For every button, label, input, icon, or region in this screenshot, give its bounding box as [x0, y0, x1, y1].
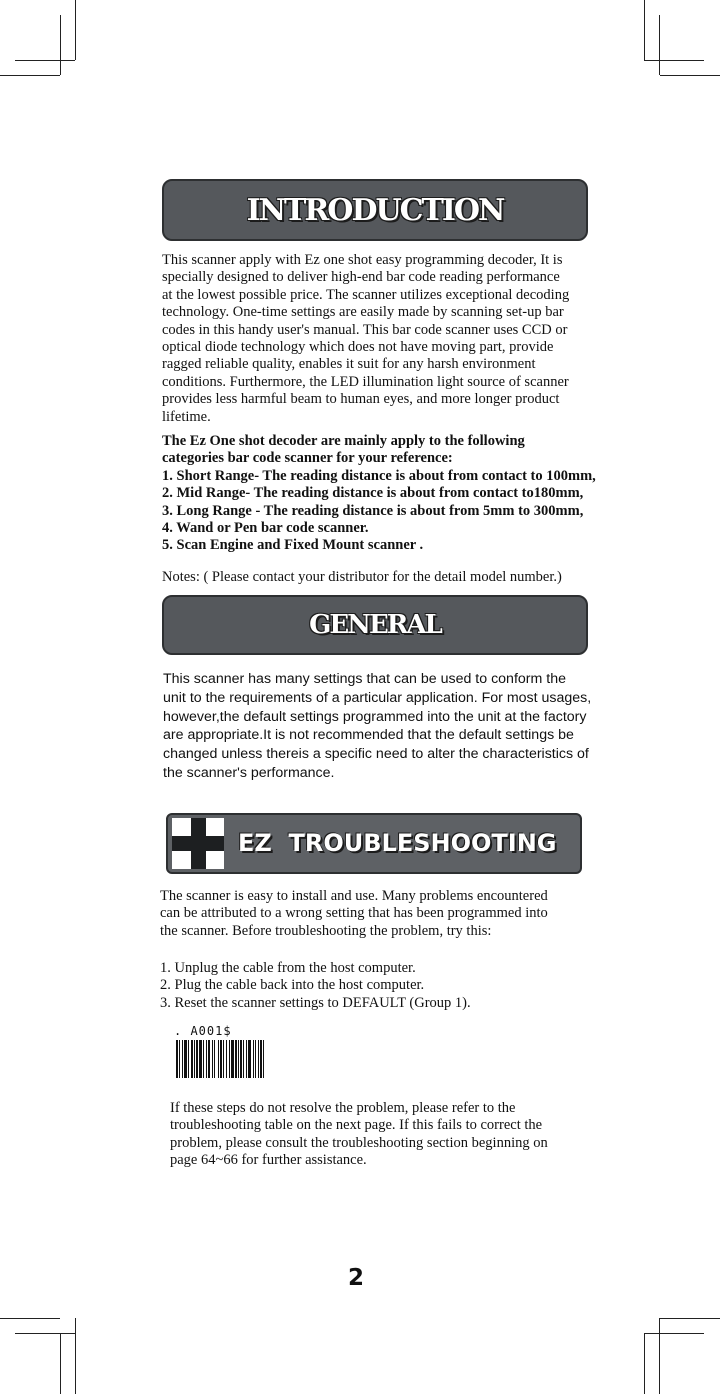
troubleshooting-steps	[160, 960, 471, 1012]
text-line: This scanner apply with Ez one shot easy programming decoder, It is	[162, 252, 563, 268]
text-line: troubleshooting table on the next page. If this fails to correct the	[170, 1117, 543, 1134]
list-item: 4. Wand or Pen bar code scanner.	[162, 520, 369, 537]
list-item: 3. Reset the scanner settings to DEFAULT (Group 1).	[160, 994, 471, 1011]
text-line: ragged reliable quality, enables it suit for any harsh environment	[162, 356, 536, 373]
text-line: The Ez One shot decoder are mainly apply to the following	[162, 433, 525, 449]
general-title: GENERAL	[309, 610, 441, 640]
text-line: optical diode technology which does not have moving part, provide	[162, 339, 554, 356]
list-item: 1. Unplug the cable from the host computer.	[160, 960, 416, 976]
text-line: If these steps do not resolve the problem, please refer to the	[170, 1100, 516, 1116]
text-line: the scanner's performance.	[163, 764, 335, 781]
barcode-image	[176, 1040, 314, 1078]
text-line: This scanner has many settings that can be used to conform the	[163, 671, 566, 687]
cross-icon	[172, 818, 224, 869]
list-item: 1. Short Range- The reading distance is about from contact to 100mm,	[162, 467, 596, 484]
barcode-caption: . A001$	[174, 1024, 232, 1038]
text-line: at the lowest possible price. The scanner utilizes exceptional decoding	[162, 286, 570, 303]
text-line: page 64~66 for further assistance.	[170, 1152, 367, 1169]
text-line: the scanner. Before troubleshooting the problem, try this:	[160, 922, 492, 939]
general-banner	[162, 595, 588, 655]
list-item: 2. Mid Range- The reading distance is about from contact to180mm,	[162, 485, 584, 502]
text-line: are appropriate.It is not recommended that the default settings be	[163, 727, 574, 744]
text-line: unit to the requirements of a particular application. For most usages,	[163, 689, 592, 706]
text-line: The scanner is easy to install and use. Many problems encountered	[160, 888, 548, 904]
troubleshooting-title: EZ TROUBLESHOOTING	[238, 829, 557, 857]
text-line: codes in this handy user's manual. This bar code scanner uses CCD or	[162, 321, 568, 338]
text-line: changed unless thereis a specific need to alter the characteristics of	[163, 746, 589, 763]
troubleshooting-banner	[166, 813, 582, 874]
text-line: conditions. Furthermore, the LED illumination light source of scanner	[162, 373, 569, 390]
list-item: 5. Scan Engine and Fixed Mount scanner .	[162, 537, 424, 554]
list-item: 3. Long Range - The reading distance is about from 5mm to 300mm,	[162, 502, 584, 519]
page-number: 2	[348, 1265, 365, 1291]
text-line: technology. One-time settings are easily made by scanning set-up bar	[162, 304, 564, 321]
list-item: 2. Plug the cable back into the host computer.	[160, 977, 425, 994]
troubleshooting-intro	[160, 888, 548, 940]
text-line: can be attributed to a wrong setting that has been programmed into	[160, 905, 548, 922]
text-line: lifetime.	[162, 408, 211, 425]
general-paragraph	[163, 670, 591, 783]
introduction-banner	[162, 179, 588, 241]
text-line: provides less harmful beam to human eyes, and more longer product	[162, 391, 560, 408]
categories-block	[162, 433, 596, 555]
text-line: specially designed to deliver high-end bar code reading performance	[162, 269, 560, 286]
text-line: categories bar code scanner for your reference:	[162, 450, 453, 467]
introduction-title: INTRODUCTION	[246, 192, 504, 228]
text-line: Notes: ( Please contact your distributor for the detail model number.)	[162, 569, 562, 585]
notes-text	[162, 569, 562, 586]
text-line: problem, please consult the troubleshooting section beginning on	[170, 1134, 548, 1151]
text-line: however,the default settings programmed into the unit at the factory	[163, 708, 587, 725]
introduction-paragraph	[162, 252, 569, 426]
troubleshooting-closing	[170, 1100, 548, 1170]
